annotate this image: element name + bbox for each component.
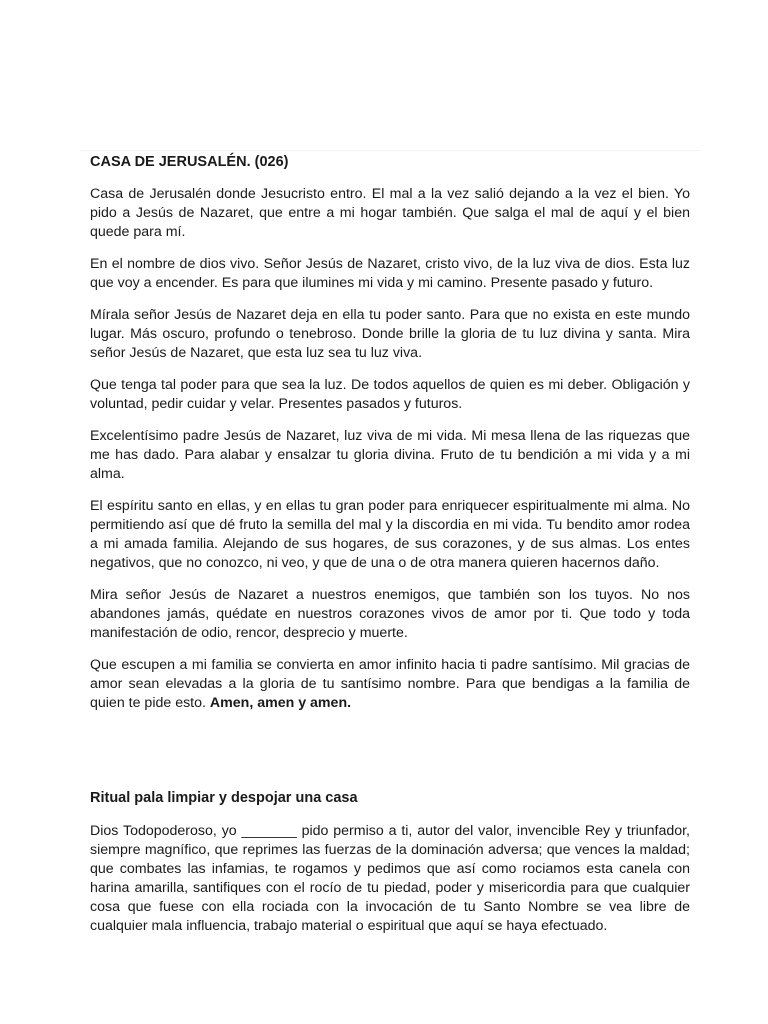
divider	[80, 150, 700, 151]
paragraph: Casa de Jerusalén donde Jesucristo entro. El mal a la vez salió dejando a la vez el bien. Yo pido a Jesús de Nazaret, que entre a mi hogar también. Que salga el mal de aquí y el bien quede para mí.	[90, 186, 690, 240]
last-paragraph	[90, 656, 690, 713]
ritual-section	[90, 788, 690, 949]
paragraph: Mira señor Jesús de Nazaret a nuestros enemigos, que también son los tuyos. No nos abandones jamás, quédate en nuestros corazones vivos de amor por ti. Que todo y toda manifestación de odio, rencor, desprecio y muerte.	[90, 587, 690, 641]
paragraph-text: Que escupen a mi familia se convierta en amor infinito hacia ti padre santísimo. Mil gracias de amor sean elevadas a la gloria de tu santísimo nombre. Para que bendigas a la familia de quien te pide esto.	[90, 657, 690, 711]
paragraph: Excelentísimo padre Jesús de Nazaret, luz viva de mi vida. Mi mesa llena de las riquezas que me has dado. Para alabar y ensalzar tu gloria divina. Fruto de tu bendición a mi vida y a mi alma.	[90, 428, 690, 482]
paragraph: Dios Todopoderoso, yo _______ pido permiso a ti, autor del valor, invencible Rey y triunfador, siempre magnífico, que reprimes las fuerzas de la dominación adversa; que vences la maldad; que combates las infamias, te rogamos y pedimos que así como rociamos esta canela con harina amarilla, santifiques con el rocío de tu piedad, poder y misericordia para que cualquier cosa que fuese con ella rociada con la invocación de tu Santo Nombre se vea libre de cualquier mala influencia, trabajo material o espiritual que aquí se haya efectuado.	[90, 823, 690, 934]
paragraph: En el nombre de dios vivo. Señor Jesús de Nazaret, cristo vivo, de la luz viva de dios. Esta luz que voy a encender. Es para que ilumines mi vida y mi camino. Presente pasado y futuro.	[90, 256, 690, 291]
paragraph: El espíritu santo en ellas, y en ellas tu gran poder para enriquecer espiritualmente mi alma. No permitiendo así que dé fruto la semilla del mal y la discordia en mi vida. Tu bendito amor rodea a mi amada familia. Alejando de sus hogares, de sus corazones, y de sus almas. Los entes negativos, que no conozco, ni veo, y que de una o de otra manera quieren hacernos daño.	[90, 498, 690, 571]
paragraph: Que tenga tal poder para que sea la luz. De todos aquellos de quien es mi deber. Obligación y voluntad, pedir cuidar y velar. Presentes pasados y futuros.	[90, 377, 690, 412]
prayer-section	[90, 152, 690, 726]
section-title: CASA DE JERUSALÉN. (026)	[90, 154, 289, 170]
section-title: Ritual pala limpiar y despojar una casa	[90, 790, 358, 806]
paragraph: Mírala señor Jesús de Nazaret deja en ella tu poder santo. Para que no exista en este mundo lugar. Más oscuro, profundo o tenebroso. Donde brille la gloria de tu luz divina y santa. Mira señor Jesús de Nazaret, que esta luz sea tu luz viva.	[90, 307, 690, 361]
closing-text: Amen, amen y amen.	[209, 695, 352, 711]
